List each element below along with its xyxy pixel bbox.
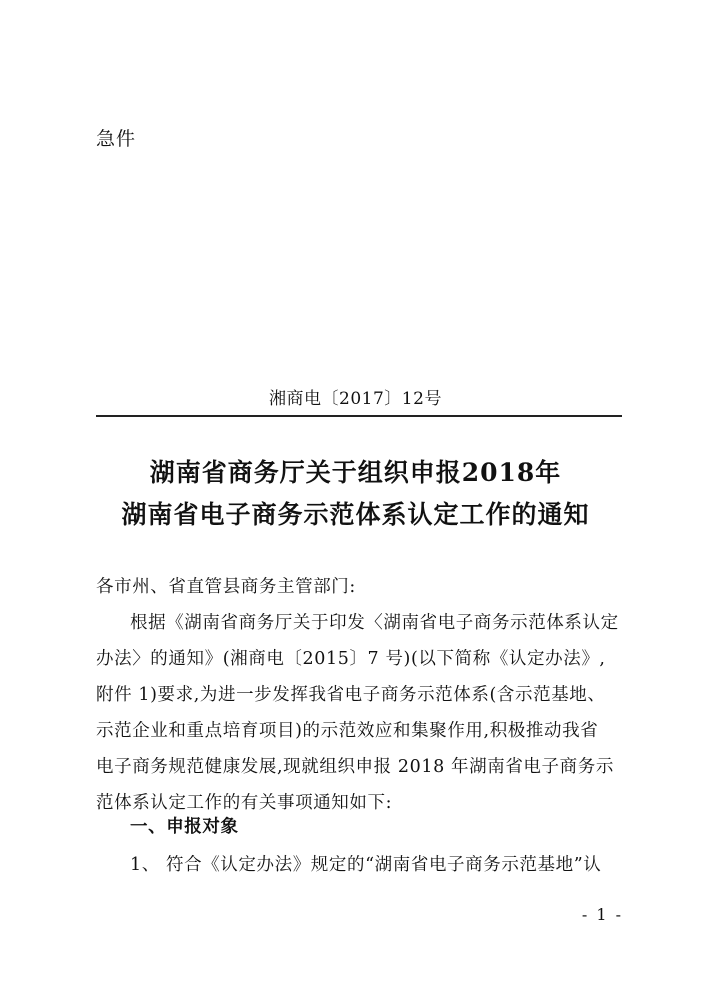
- title-line-2: 湖南省电子商务示范体系认定工作的通知: [121, 500, 590, 529]
- section-heading: 一、申报对象: [130, 817, 239, 837]
- header-divider: [96, 415, 622, 417]
- list-item: 1、 符合《认定办法》规定的“湖南省电子商务示范基地”认: [130, 855, 602, 875]
- paragraph-line: 附件 1)要求,为进一步发挥我省电子商务示范体系(含示范基地、: [96, 685, 606, 705]
- paragraph-line: 根据《湖南省商务厅关于印发〈湖南省电子商务示范体系认定: [130, 613, 619, 633]
- salutation: 各市州、省直管县商务主管部门:: [96, 577, 356, 597]
- paragraph-line: 电子商务规范健康发展,现就组织申报 2018 年湖南省电子商务示: [96, 757, 614, 777]
- document-number: 湘商电〔2017〕12号: [269, 389, 442, 409]
- title-line-1: 湖南省商务厅关于组织申报2018年: [149, 458, 562, 487]
- paragraph-line: 办法〉的通知》(湘商电〔2015〕7 号)(以下简称《认定办法》,: [96, 649, 606, 669]
- paragraph-line: 示范企业和重点培育项目)的示范效应和集聚作用,积极推动我省: [96, 721, 599, 741]
- page-number: - 1 -: [581, 905, 623, 924]
- paragraph-line: 范体系认定工作的有关事项通知如下:: [96, 793, 393, 813]
- urgency-label: 急件: [96, 128, 137, 150]
